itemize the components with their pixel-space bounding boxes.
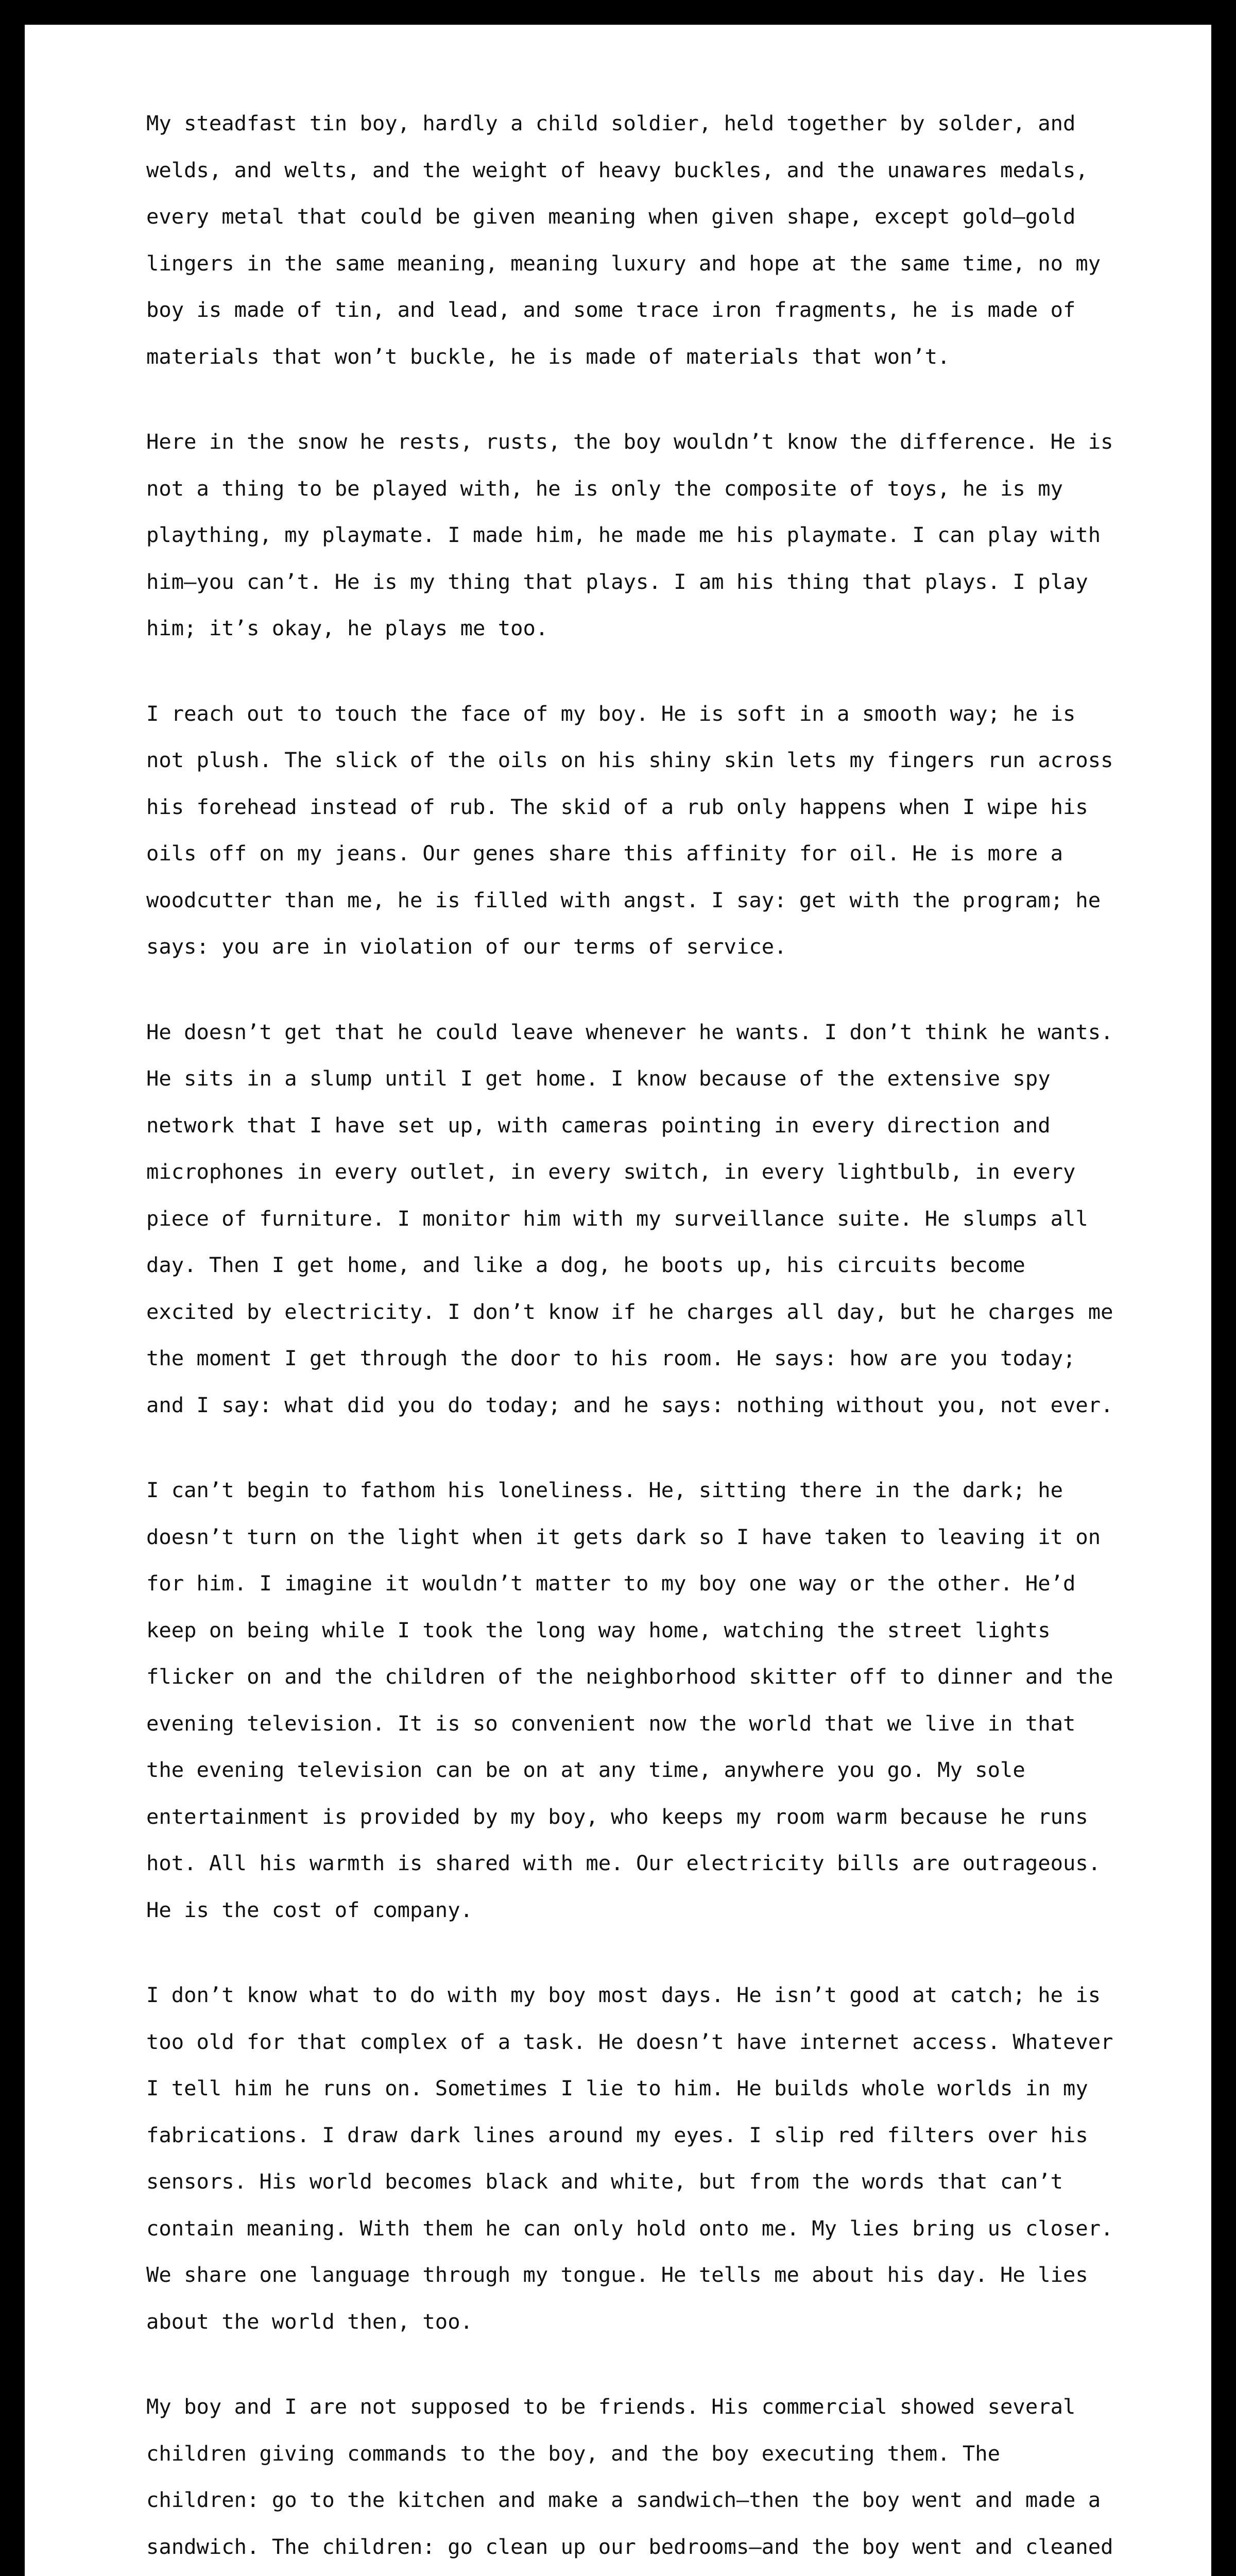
paragraph-2: Here in the snow he rests, rusts, the boy wouldn’t know the difference. He is not a thing to be played with, he is only the composite of toys, he is my plaything, my playmate. I made him, he made me his playmate. I can play with him—you can’t. He is my thing that plays. I am his thing that plays. I play him; it’s okay, he plays me too.: [146, 429, 1113, 640]
paragraph-7: My boy and I are not supposed to be friends. His commercial showed several children giving commands to the boy, and the boy executing them. The children: go to the kitchen and make a sandwich—then the boy went and made a sandwich. The children: go clean up our bedrooms—and the boy went and cleaned: [146, 2394, 1113, 2559]
paragraph-3: I reach out to touch the face of my boy. He is soft in a smooth way; he is not plush. The slick of the oils on his shiny skin lets my fingers run across his forehead instead of rub. The skid of a rub only happens when I wipe his oils off on my jeans. Our genes share this affinity for oil. He is more a woodcutter than me, he is filled with angst. I say: get with the program; he says: you are in violation of our terms of service.: [146, 701, 1113, 959]
paragraph-4: He doesn’t get that he could leave whenever he wants. I don’t think he wants. He sits in a slump until I get home. I know because of the extensive spy network that I have set up, with cameras pointing in every direction and microphones in every outlet, in every switch, in every lightbulb, in every piece of furniture. I monitor him with my surveillance suite. He slumps all day. Then I get home, and like a dog, he boots up, his circuits become excited by electricity. I don’t know if he charges all day, but he charges me the moment I get through the door to his room. He says: how are you today; and I say: what did you do today; and he says: nothing without you, not ever.: [146, 1019, 1113, 1417]
paragraph-5: I can’t begin to fathom his loneliness. He, sitting there in the dark; he doesn’t turn on the light when it gets dark so I have taken to leaving it on for him. I imagine it wouldn’t matter to my boy one way or the other. He’d keep on being while I took the long way home, watching the street lights flicker on and the children of the neighborhood skitter off to dinner and the evening television. It is so convenient now the world that we live in that the evening television can be on at any time, anywhere you go. My sole entertainment is provided by my boy, who keeps my room warm because he runs hot. All his warmth is shared with me. Our electricity bills are outrageous. He is the cost of company.: [146, 1478, 1113, 1922]
paragraph-1: My steadfast tin boy, hardly a child soldier, held together by solder, and welds, and welts, and the weight of heavy buckles, and the unawares medals, every metal that could be given meaning when given shape, except gold—gold lingers in the same meaning, meaning luxury and hope at the same time, no my boy is made of tin, and lead, and some trace iron fragments, he is made of materials that won’t buckle, he is made of materials that won’t.: [146, 111, 1101, 369]
paragraph-6: I don’t know what to do with my boy most days. He isn’t good at catch; he is too old for that complex of a task. He doesn’t have internet access. Whatever I tell him he runs on. Sometimes I lie to him. He builds whole worlds in my fabrications. I draw dark lines around my eyes. I slip red filters over his sensors. His world becomes black and white, but from the words that can’t contain meaning. With them he can only hold onto me. My lies bring us closer. We share one language through my tongue. He tells me about his day. He lies about the world then, too.: [146, 1982, 1113, 2334]
document-body: [146, 100, 1156, 2576]
